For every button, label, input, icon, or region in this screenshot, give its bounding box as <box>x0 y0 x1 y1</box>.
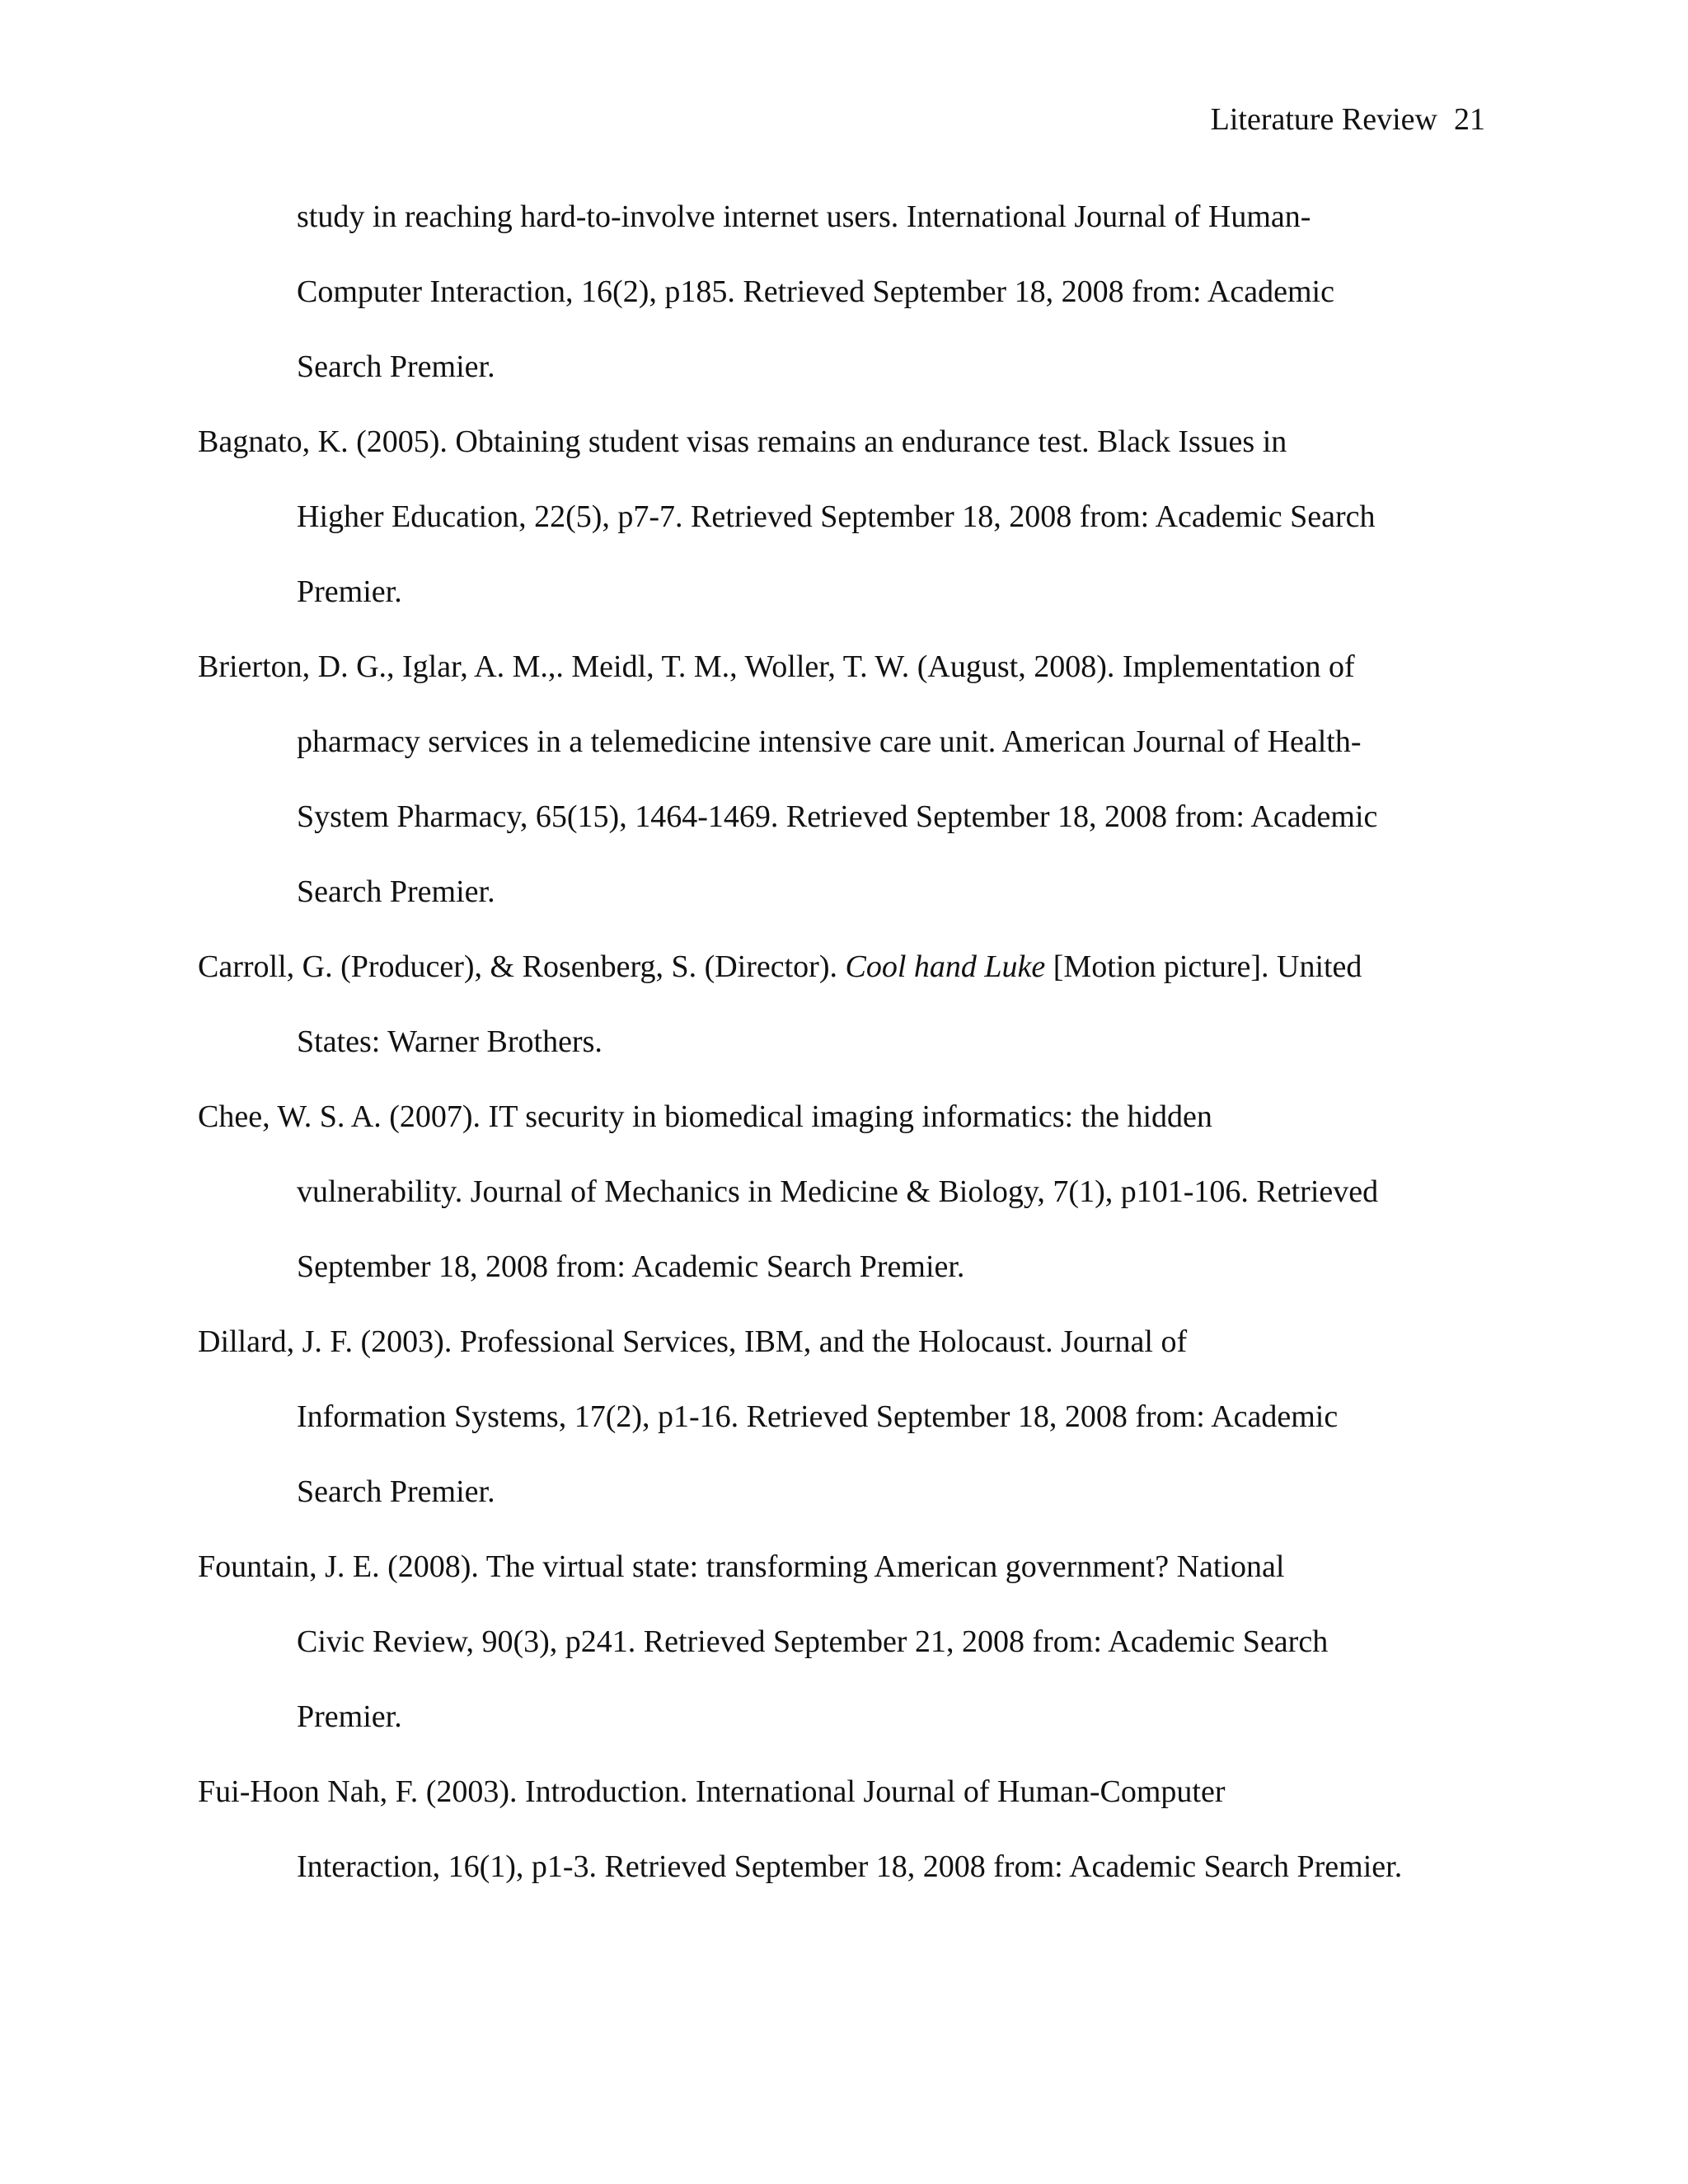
reference-line: Interaction, 16(1), p1-3. Retrieved September 18, 2008 from: Academic Search Premier. <box>297 1849 1403 1884</box>
reference-line: vulnerability. Journal of Mechanics in Medicine & Biology, 7(1), p101-106. Retrieved <box>297 1174 1379 1209</box>
reference-line: Premier. <box>297 574 402 609</box>
running-head: Literature Review <box>1210 102 1437 137</box>
reference-line: Chee, W. S. A. (2007). IT security in biomedical imaging informatics: the hidden <box>198 1099 1212 1134</box>
reference-line: Premier. <box>297 1699 402 1734</box>
reference-line: Fountain, J. E. (2008). The virtual state: transforming American government? National <box>198 1549 1285 1584</box>
reference-line: Bagnato, K. (2005). Obtaining student visas remains an endurance test. Black Issues in <box>198 424 1287 459</box>
reference-line: Brierton, D. G., Iglar, A. M.,. Meidl, T. M., Woller, T. W. (August, 2008). Implementation of <box>198 649 1355 684</box>
reference-line: States: Warner Brothers. <box>297 1024 603 1059</box>
reference-line: study in reaching hard-to-involve internet users. International Journal of Human- <box>297 199 1311 234</box>
reference-line: Computer Interaction, 16(2), p185. Retrieved September 18, 2008 from: Academic <box>297 274 1334 309</box>
reference-line: Search Premier. <box>297 349 495 384</box>
reference-line: pharmacy services in a telemedicine intensive care unit. American Journal of Health- <box>297 724 1362 759</box>
reference-line: Search Premier. <box>297 1474 495 1509</box>
reference-line: Civic Review, 90(3), p241. Retrieved September 21, 2008 from: Academic Search <box>297 1624 1329 1659</box>
reference-text: [Motion picture]. United <box>1045 949 1362 984</box>
reference-title-italic: Cool hand Luke <box>845 949 1046 984</box>
reference-text: Carroll, G. (Producer), & Rosenberg, S. (Director). <box>198 949 846 984</box>
reference-line: September 18, 2008 from: Academic Search Premier. <box>297 1249 965 1284</box>
reference-line: Dillard, J. F. (2003). Professional Services, IBM, and the Holocaust. Journal of <box>198 1324 1188 1359</box>
reference-line <box>198 944 1362 989</box>
reference-line: Fui-Hoon Nah, F. (2003). Introduction. International Journal of Human-Computer <box>198 1774 1226 1809</box>
page-number: 21 <box>1454 102 1485 137</box>
reference-line: Higher Education, 22(5), p7-7. Retrieved September 18, 2008 from: Academic Search <box>297 499 1376 534</box>
reference-line: Information Systems, 17(2), p1-16. Retrieved September 18, 2008 from: Academic <box>297 1399 1339 1434</box>
reference-line: Search Premier. <box>297 874 495 909</box>
reference-line: System Pharmacy, 65(15), 1464-1469. Retrieved September 18, 2008 from: Academic <box>297 799 1378 834</box>
